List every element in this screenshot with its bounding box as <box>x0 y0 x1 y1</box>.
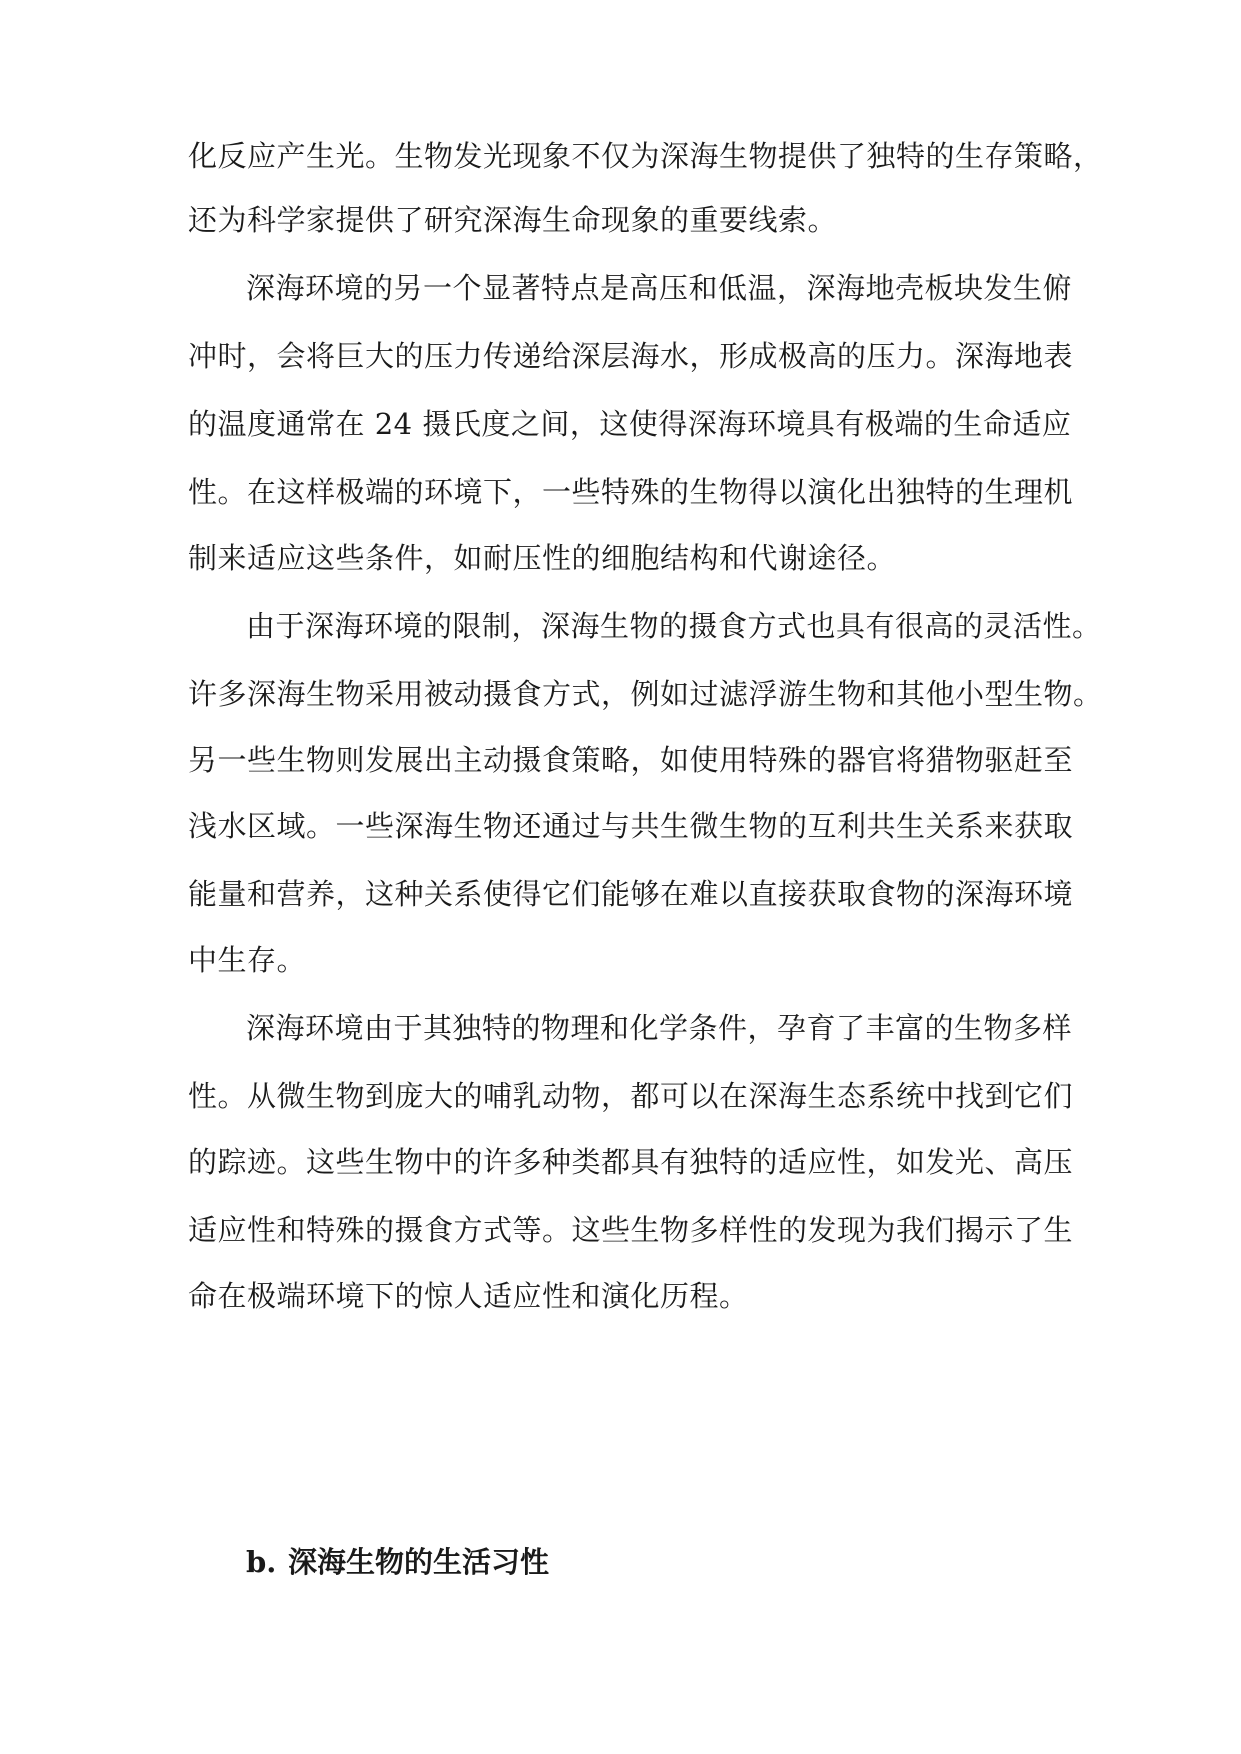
paragraph-1-line-1: 化反应产生光。生物发光现象不仅为深海生物提供了独特的生存策略， <box>188 139 1103 173</box>
paragraph-2-line-4: 性。在这样极端的环境下，一些特殊的生物得以演化出独特的生理机 <box>188 475 1074 509</box>
paragraph-3-line-1: 由于深海环境的限制，深海生物的摄食方式也具有很高的灵活性。 <box>246 609 1102 643</box>
paragraph-1-line-2: 还为科学家提供了研究深海生命现象的重要线索。 <box>188 203 838 237</box>
paragraph-3-line-2: 许多深海生物采用被动摄食方式，例如过滤浮游生物和其他小型生物。 <box>188 677 1103 711</box>
paragraph-4-line-2: 性。从微生物到庞大的哺乳动物，都可以在深海生态系统中找到它们 <box>188 1079 1074 1113</box>
paragraph-2-line-3: 的温度通常在 24 摄氏度之间，这使得深海环境具有极端的生命适应 <box>188 407 1072 441</box>
paragraph-2-line-1: 深海环境的另一个显著特点是高压和低温，深海地壳板块发生俯 <box>246 271 1073 305</box>
section-heading-title: 深海生物的生活习性 <box>288 1545 550 1579</box>
paragraph-4-line-3: 的踪迹。这些生物中的许多种类都具有独特的适应性，如发光、高压 <box>188 1145 1074 1179</box>
paragraph-3-line-4: 浅水区域。一些深海生物还通过与共生微生物的互利共生关系来获取 <box>188 809 1074 843</box>
section-heading <box>246 1542 549 1582</box>
paragraph-3-line-6: 中生存。 <box>188 943 307 977</box>
paragraph-4-line-5: 命在极端环境下的惊人适应性和演化历程。 <box>188 1279 749 1313</box>
paragraph-2-line-5: 制来适应这些条件，如耐压性的细胞结构和代谢途径。 <box>188 541 897 575</box>
paragraph-4-line-4: 适应性和特殊的摄食方式等。这些生物多样性的发现为我们揭示了生 <box>188 1213 1074 1247</box>
paragraph-4-line-1: 深海环境由于其独特的物理和化学条件，孕育了丰富的生物多样 <box>246 1011 1073 1045</box>
paragraph-3-line-3: 另一些生物则发展出主动摄食策略，如使用特殊的器官将猎物驱赶至 <box>188 743 1074 777</box>
paragraph-2-line-2: 冲时，会将巨大的压力传递给深层海水，形成极高的压力。深海地表 <box>188 339 1074 373</box>
section-heading-marker: b. <box>246 1545 277 1579</box>
paragraph-3-line-5: 能量和营养，这种关系使得它们能够在难以直接获取食物的深海环境 <box>188 877 1074 911</box>
